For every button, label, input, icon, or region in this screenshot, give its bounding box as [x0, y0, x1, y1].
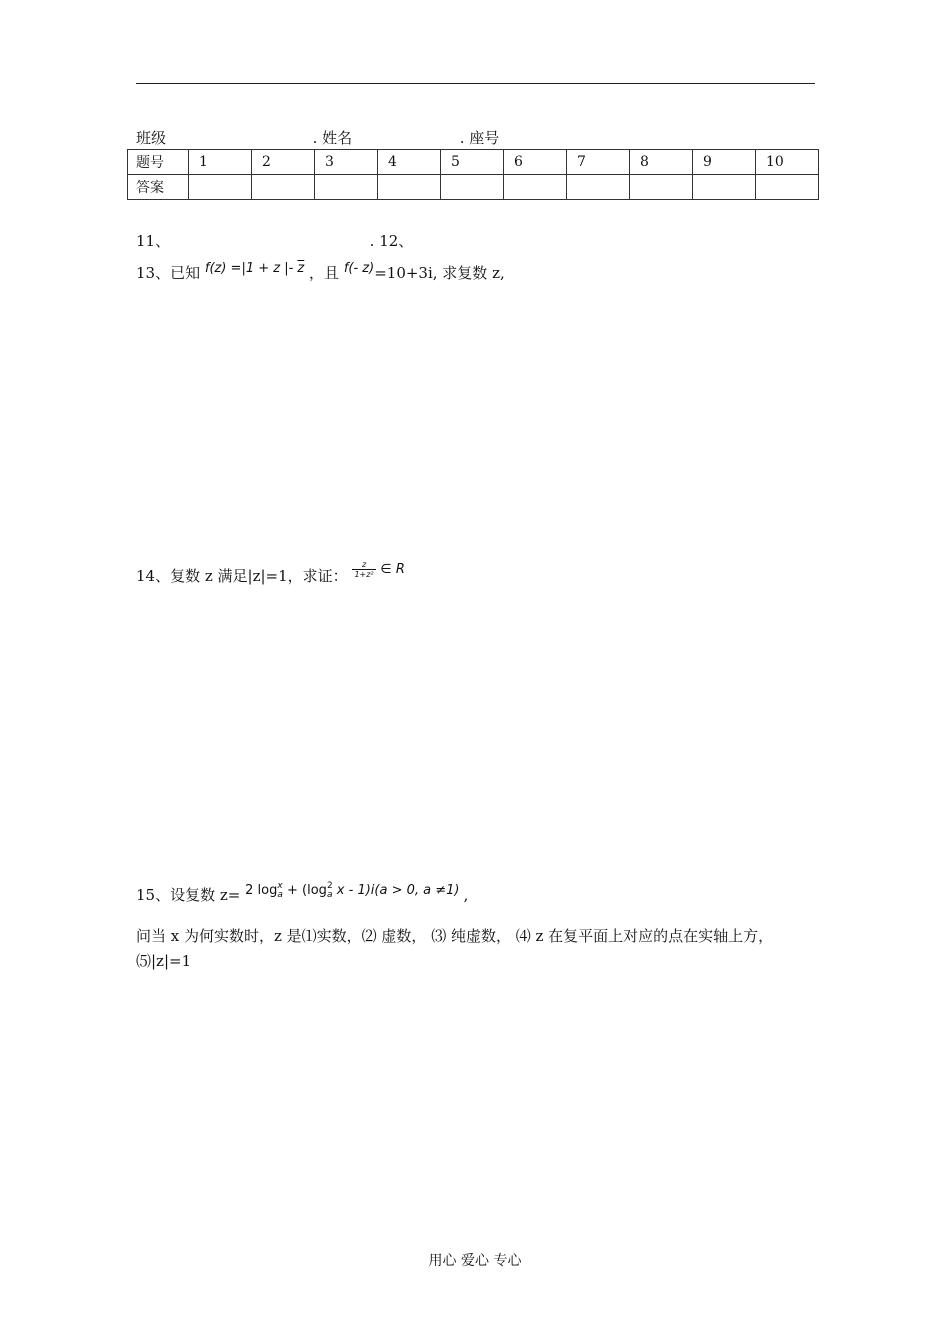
table-cell: 6 [504, 150, 567, 175]
z-conjugate: $\overline{z}$ [297, 261, 305, 276]
answer-table [127, 149, 819, 200]
question-14 [136, 559, 405, 587]
q14-fraction [352, 560, 375, 579]
q13-function-def: f(z) =|1 + z |- $\overline{z}$ [204, 261, 305, 276]
question-11-12 [136, 230, 413, 251]
row-label-answer: 答案 [128, 175, 189, 200]
table-cell: 9 [693, 150, 756, 175]
q15-expression: 2 log x a + (log 2 a x - 1)i(a > 0, a ≠1) [245, 880, 460, 900]
fraction-denominator: 1+z² [354, 569, 374, 579]
table-cell: 7 [567, 150, 630, 175]
answer-cell[interactable] [504, 175, 567, 200]
question-15 [136, 880, 469, 906]
table-cell: 5 [441, 150, 504, 175]
answer-cell[interactable] [756, 175, 819, 200]
answer-cell[interactable] [378, 175, 441, 200]
q15-body: 问当 x 为何实数时，z 是⑴实数，⑵ 虚数， ⑶ 纯虚数， ⑷ z 在复平面上对应的点在实轴上方，⑸|z|=1 [136, 927, 774, 970]
q13-prefix: 13、已知 [136, 264, 201, 282]
table-cell: 2 [252, 150, 315, 175]
answer-cell[interactable] [567, 175, 630, 200]
answer-cell[interactable] [693, 175, 756, 200]
table-cell: 10 [756, 150, 819, 175]
q15-prefix: 15、设复数 z= [136, 886, 241, 904]
table-cell: 8 [630, 150, 693, 175]
top-rule [136, 83, 815, 84]
answer-cell[interactable] [315, 175, 378, 200]
q13-suffix: =10+3i, 求复数 z, [374, 264, 505, 282]
q14-element-of-r: ∈ R [380, 562, 405, 577]
row-label-number: 题号 [128, 150, 189, 175]
answer-cell[interactable] [441, 175, 504, 200]
table-cell: 1 [189, 150, 252, 175]
q13-function-neg: f(- z) [343, 261, 375, 276]
q15-comma: , [463, 886, 469, 904]
table-row-numbers [128, 150, 819, 175]
fraction-numerator: z [352, 560, 375, 570]
answer-cell[interactable] [252, 175, 315, 200]
q13-mid: ，且 [309, 264, 340, 282]
student-info-line [136, 127, 499, 148]
table-row-answers [128, 175, 819, 200]
footer: 用心 爱心 专心 [428, 1253, 522, 1269]
name-label: . 姓名 [312, 129, 353, 147]
seat-label: . 座号 [459, 129, 500, 147]
answer-cell[interactable] [630, 175, 693, 200]
table-cell: 4 [378, 150, 441, 175]
q14-text: 14、复数 z 满足|z|=1，求证： [136, 567, 348, 585]
answer-cell[interactable] [189, 175, 252, 200]
question-11-label: 11、 [136, 232, 171, 250]
question-12-label: . 12、 [369, 232, 414, 250]
question-13 [136, 262, 505, 283]
table-cell: 3 [315, 150, 378, 175]
class-label: 班级 [136, 129, 167, 147]
